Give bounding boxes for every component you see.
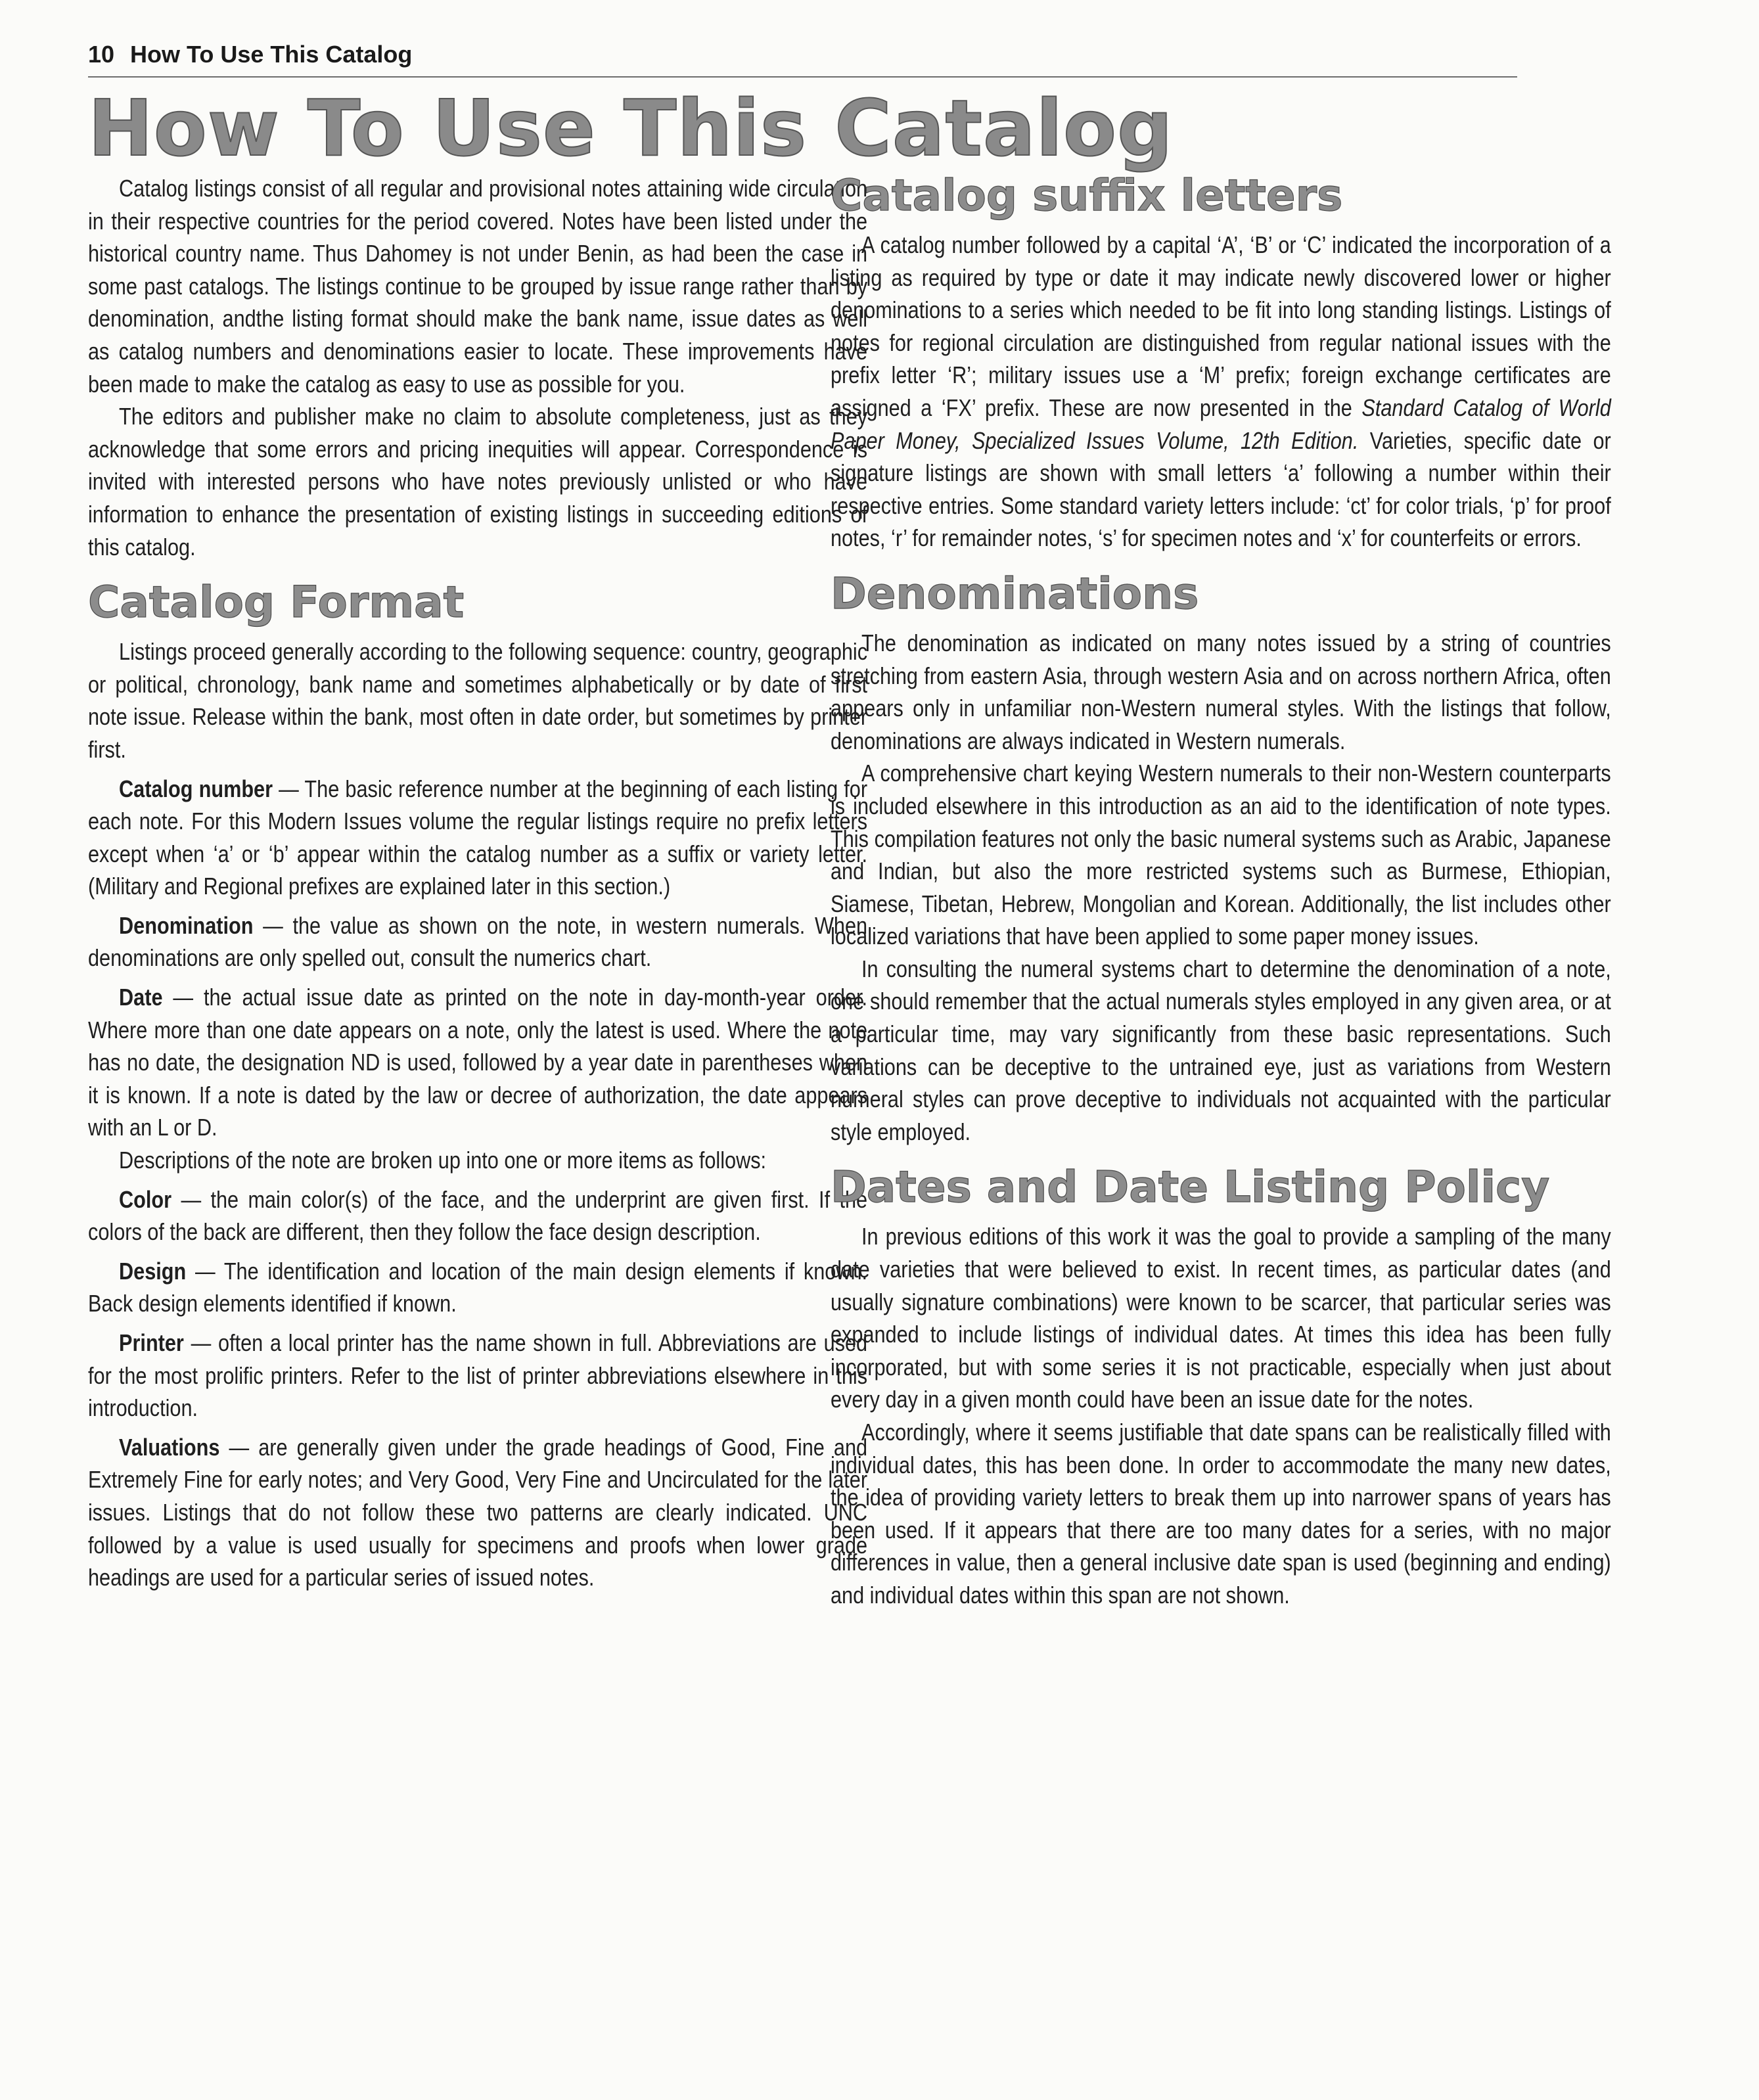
denomination-entry <box>88 909 867 974</box>
descriptions-paragraph: Descriptions of the note are broken up into one or more items as follows: <box>119 1147 767 1174</box>
catalog-format-paragraph: Listings proceed generally according to the following sequence: country, geographic or political, chronology, bank name and sometimes alphabetically or by date of first note issue. Release within the bank, most often in date order, but sometimes by printer first. <box>88 638 868 763</box>
standard-catalog-title: Standard Catalog of World Paper Money, Specialized Issues Volume, 12th Edition. <box>831 394 1611 454</box>
color-term: Color <box>119 1185 172 1213</box>
color-text: — the main color(s) of the face, and the underprint are given first. If the colors of the back are different, then they follow the face design description. <box>88 1185 868 1246</box>
running-header <box>88 41 412 68</box>
intro-paragraph-1: Catalog listings consist of all regular and provisional notes attaining wide circulation in their respective countries for the period covered. Notes have been listed under the historical country name. Thus Dahomey is not under Benin, as had been the case in some past catalogs. The listings continue to be grouped by issue range rather than by denomination, andthe listing format should make the bank name, issue dates as well as catalog numbers and denominations easier to locate. These improvements have been made to make the catalog as easy to use as possible for you. <box>88 175 868 398</box>
printer-entry <box>88 1327 867 1425</box>
date-term: Date <box>119 984 163 1011</box>
catalog-number-text: — The basic reference number at the beginning of each listing for each note. For this Modern Issues volume the regular listings require no prefix letters except when ‘a’ or ‘b’ appear within the catalog number as a suffix or variety letter. (Military and Regional prefixes are explained later in this section.) <box>88 775 868 900</box>
right-column <box>831 172 1611 1612</box>
header-rule <box>88 76 1517 78</box>
printer-term: Printer <box>119 1329 184 1356</box>
running-title: How To Use This Catalog <box>130 41 413 68</box>
denominations-heading: Denominations <box>831 568 1199 619</box>
printer-text: — often a local printer has the name shown in full. Abbreviations are used for the most prolific printers. Refer to the list of printer abbreviations elsewhere in this introduction. <box>88 1329 868 1422</box>
design-term: Design <box>119 1257 187 1285</box>
catalog-number-term: Catalog number <box>119 775 273 802</box>
color-entry <box>88 1183 867 1248</box>
denominations-paragraph-3: In consulting the numeral systems chart to determine the denomination of a note, one should remember that the actual numerals styles employed in any given area, or at a particular time, may vary significantly from these basic representations. Such variations can be deceptive to the untrained eye, just as variations from Western numeral styles can prove deceptive to individuals not acquainted with the particular style employed. <box>831 955 1611 1145</box>
date-text: — the actual issue date as printed on the note in day-month-year order. Where more than one date appears on a note, only the latest is used. Where the note has no date, the designation ND is used, followed by a year date in parentheses when it is known. If a note is dated by the law or decree of authorization, the date appears with an L or D. <box>88 984 868 1141</box>
catalog-suffix-letters-heading: Catalog suffix letters <box>831 170 1343 221</box>
dates-policy-heading: Dates and Date Listing Policy <box>831 1162 1550 1213</box>
page-title: How To Use This Catalog <box>88 83 1174 173</box>
page-number: 10 <box>88 41 115 68</box>
dates-paragraph-2: Accordingly, where it seems justifiable that date spans can be realistically filled with individual dates, this has been done. In order to accommodate the many new dates, the idea of providing variety letters to break them up into narrower spans of years has been used. If it appears that there are too many dates for a series, with no major differences in value, then a general inclusive date span is used (beginning and ending) and individual dates within this span are not shown. <box>831 1419 1611 1609</box>
intro-paragraph-2: The editors and publisher make no claim to absolute completeness, just as they acknowledge that some errors and pricing inequities will appear. Correspondence is invited with interested persons who have notes previously unlisted or who have information to enhance the presentation of existing listings in succeeding editions of this catalog. <box>88 403 868 560</box>
suffix-letters-paragraph <box>831 229 1611 555</box>
valuations-entry <box>88 1431 867 1594</box>
date-entry <box>88 981 867 1144</box>
denominations-paragraph-1: The denomination as indicated on many notes issued by a string of countries stretching from eastern Asia, through western Asia and on across northern Africa, often appears only in unfamiliar non-Western numeral styles. With the listings that follow, denominations are always indicated in Western numerals. <box>831 629 1611 754</box>
catalog-number-entry <box>88 773 867 903</box>
denomination-text: — the value as shown on the note, in western numerals. When denominations are only spelled out, consult the numerics chart. <box>88 911 868 972</box>
valuations-term: Valuations <box>119 1433 220 1461</box>
dates-paragraph-1: In previous editions of this work it was the goal to provide a sampling of the many date varieties that were believed to exist. In recent times, as particular dates (and usually signature combinations) were known to be scarcer, that particular series was expanded to include listings of individual dates. At times this idea has been fully incorporated, but with some series it is not practicable, especially when just about every day in a given month could have been an issue date for the notes. <box>831 1223 1611 1413</box>
suffix-text-part2: Varieties, specific date or signature listings are shown with small letters ‘a’ following a number within their respective entries. Some standard variety letters include: ‘ct’ for color trials, ‘p’ for proof notes, ‘r’ for remainder notes, ‘s’ for specimen notes and ‘x’ for counterfeits or errors. <box>831 426 1611 552</box>
suffix-text-part1: A catalog number followed by a capital ‘A’, ‘B’ or ‘C’ indicated the incorporation of a listing as required by type or date it may indicate newly discovered lower or higher denominations to a series which needed to be fit into long standing listings. Listings of notes for regional circulation are distinguished from regular national issues with the prefix letter ‘R’; military issues use a ‘M’ prefix; foreign exchange certificates are assigned a ‘FX’ prefix. These are now presented in the <box>831 231 1611 421</box>
left-column <box>88 172 867 1594</box>
denomination-term: Denomination <box>119 911 254 939</box>
design-text: — The identification and location of the main design elements if known. Back design elements identified if known. <box>88 1257 868 1317</box>
valuations-text: — are generally given under the grade headings of Good, Fine and Extremely Fine for early notes; and Very Good, Very Fine and Uncirculated for the later issues. Listings that do not follow these two patterns are clearly indicated. UNC followed by a value is used usually for specimens and proofs when lower grade headings are used for a particular series of issued notes. <box>88 1433 868 1591</box>
catalog-format-heading: Catalog Format <box>88 577 465 628</box>
design-entry <box>88 1255 867 1320</box>
denominations-paragraph-2: A comprehensive chart keying Western numerals to their non-Western counterparts is included elsewhere in this introduction as an aid to the identification of note types. This compilation features not only the basic numeral systems such as Arabic, Japanese and Indian, but also the more restricted systems such as Burmese, Ethiopian, Siamese, Tibetan, Hebrew, Mongolian and Korean. Additionally, the list includes other localized variations that have been applied to some paper money issues. <box>831 760 1611 950</box>
